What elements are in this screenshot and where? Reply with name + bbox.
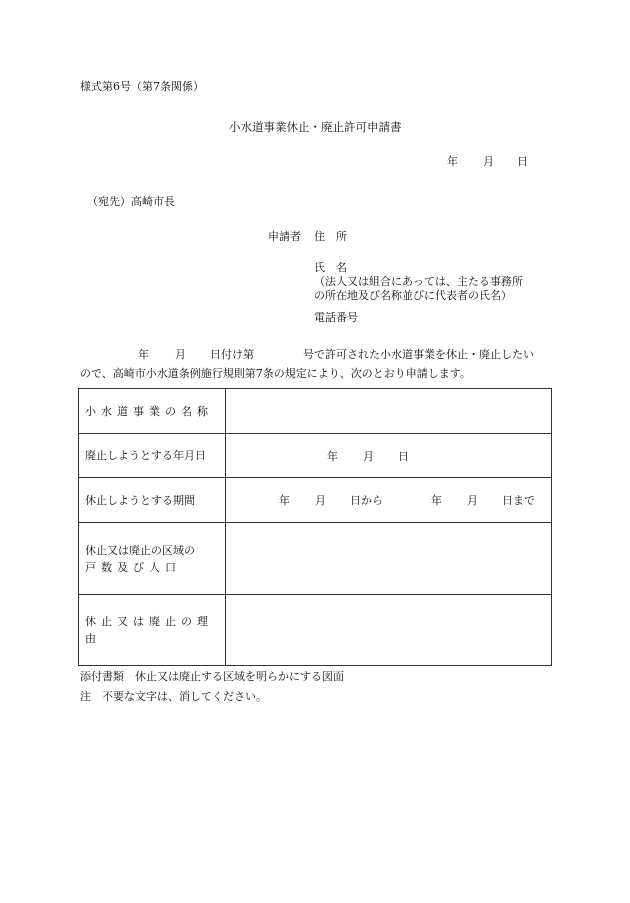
document-title: 小水道事業休止・廃止許可申請書: [229, 120, 402, 134]
suspend-month-start: 月: [315, 494, 326, 507]
attachment-note: 添付書類 休止又は廃止する区域を明らかにする図面: [80, 670, 344, 683]
phone-label: 電話番号: [314, 311, 358, 324]
applicant-label: 申請者: [268, 230, 301, 243]
application-table: [78, 388, 552, 666]
suspend-month-end: 月: [467, 494, 478, 507]
business-name-field[interactable]: [226, 389, 552, 434]
body-line2: ので、高崎市小水道条例施行規則第7条の規定により、次のとおり申請します。: [80, 367, 471, 380]
body-year: 年: [138, 348, 149, 361]
row-label-reason: 休止又は廃止の理由: [79, 595, 226, 666]
form-number: 様式第6号（第7条関係）: [80, 80, 204, 93]
body-day-dated: 日付け第: [210, 348, 254, 361]
addressee: （宛先）高崎市長: [87, 195, 175, 208]
footnote: 注 不要な文字は、消してください。: [80, 690, 267, 703]
table-row: [79, 434, 552, 478]
corp-note-line1: （法人又は組合にあっては、主たる事務所: [314, 275, 523, 288]
suspend-day-until: 日まで: [502, 494, 535, 507]
suspend-year-end: 年: [431, 494, 442, 507]
table-row: [79, 478, 552, 523]
suspend-day-from: 日から: [350, 494, 383, 507]
households-label-line1: 休止又は廃止の区域の: [85, 543, 195, 557]
reason-field[interactable]: [226, 595, 552, 666]
table-row: [79, 523, 552, 595]
date-month: 月: [483, 155, 494, 168]
row-label-business-name: 小水道事業の名称: [79, 389, 226, 434]
address-label: 住 所: [314, 230, 347, 243]
date-day: 日: [517, 155, 528, 168]
table-row: [79, 389, 552, 434]
table-row: [79, 595, 552, 666]
date-year: 年: [447, 155, 458, 168]
row-label-suspend-period: 休止しようとする期間: [79, 478, 226, 523]
abolish-day: 日: [398, 449, 409, 463]
abolish-year: 年: [327, 449, 338, 463]
abolish-month: 月: [363, 449, 374, 463]
suspend-year-start: 年: [279, 494, 290, 507]
body-month: 月: [175, 348, 186, 361]
corp-note-line2: の所在地及び名称並びに代表者の氏名）: [314, 289, 512, 302]
row-label-households-population: [79, 523, 226, 595]
households-population-field[interactable]: [226, 523, 552, 595]
body-line1-rest: 号で許可された小水道事業を休止・廃止したい: [303, 348, 534, 361]
row-label-abolish-date: 廃止しようとする年月日: [79, 434, 226, 478]
suspend-period-field[interactable]: [226, 478, 552, 523]
name-label: 氏 名: [314, 261, 347, 274]
households-label-line2: 戸数及び人口: [85, 560, 181, 574]
abolish-date-field[interactable]: [226, 434, 552, 478]
